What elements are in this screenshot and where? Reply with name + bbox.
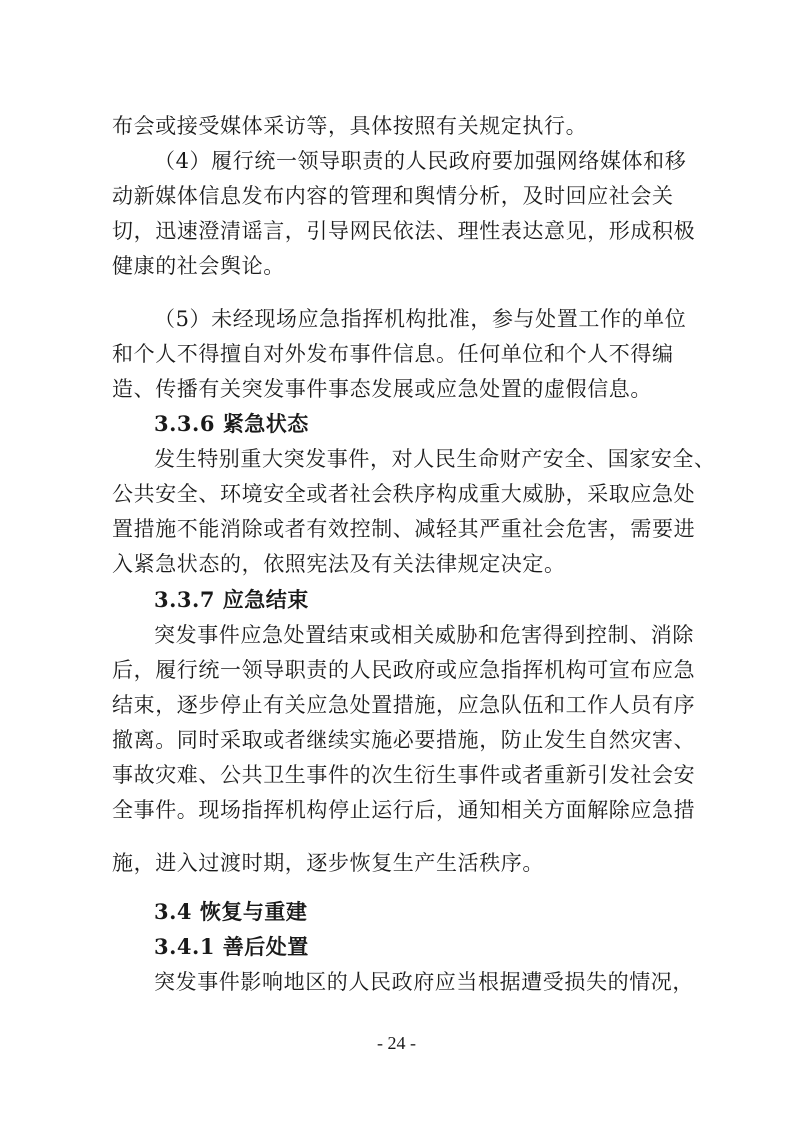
paragraph-line: 后，履行统一领导职责的人民政府或应急指挥机构可宣布应急 — [112, 658, 696, 682]
paragraph-line: 结束，逐步停止有关应急处置措施，应急队伍和工作人员有序 — [112, 693, 696, 717]
paragraph-line: 施，进入过渡时期，逐步恢复生产生活秩序。 — [112, 851, 544, 875]
section-heading: 3.4.1 善后处置 — [154, 934, 309, 959]
section-heading: 3.4 恢复与重建 — [154, 899, 308, 924]
paragraph-line: 突发事件影响地区的人民政府应当根据遭受损失的情况， — [154, 970, 694, 994]
section-heading: 3.3.6 紧急状态 — [154, 411, 309, 436]
paragraph-line: （4）履行统一领导职责的人民政府要加强网络媒体和移 — [154, 149, 687, 173]
paragraph-line: 和个人不得擅自对外发布事件信息。任何单位和个人不得编 — [112, 342, 674, 366]
paragraph-line: 布会或接受媒体采访等，具体按照有关规定执行。 — [112, 114, 588, 138]
paragraph-line: （5）未经现场应急指挥机构批准，参与处置工作的单位 — [154, 307, 687, 331]
page-number: - 24 - — [377, 1033, 416, 1053]
paragraph-line: 公共安全、环境安全或者社会秩序构成重大威胁，采取应急处 — [112, 482, 696, 506]
paragraph-line: 动新媒体信息发布内容的管理和舆情分析，及时回应社会关 — [112, 184, 674, 208]
paragraph-line: 发生特别重大突发事件，对人民生命财产安全、国家安全、 — [154, 447, 716, 471]
paragraph-line: 入紧急状态的，依照宪法及有关法律规定决定。 — [112, 552, 566, 576]
paragraph-line: 造、传播有关突发事件事态发展或应急处置的虚假信息。 — [112, 377, 652, 401]
section-heading: 3.3.7 应急结束 — [154, 587, 309, 612]
paragraph-line: 撤离。同时采取或者继续实施必要措施，防止发生自然灾害、 — [112, 728, 696, 752]
paragraph-line: 全事件。现场指挥机构停止运行后，通知相关方面解除应急措 — [112, 798, 696, 822]
paragraph-line: 切，迅速澄清谣言，引导网民依法、理性表达意见，形成积极 — [112, 219, 696, 243]
paragraph-line: 置措施不能消除或者有效控制、减轻其严重社会危害，需要进 — [112, 517, 696, 541]
paragraph-line: 健康的社会舆论。 — [112, 254, 285, 278]
paragraph-line: 突发事件应急处置结束或相关威胁和危害得到控制、消除 — [154, 623, 694, 647]
paragraph-line: 事故灾难、公共卫生事件的次生衍生事件或者重新引发社会安 — [112, 763, 696, 787]
